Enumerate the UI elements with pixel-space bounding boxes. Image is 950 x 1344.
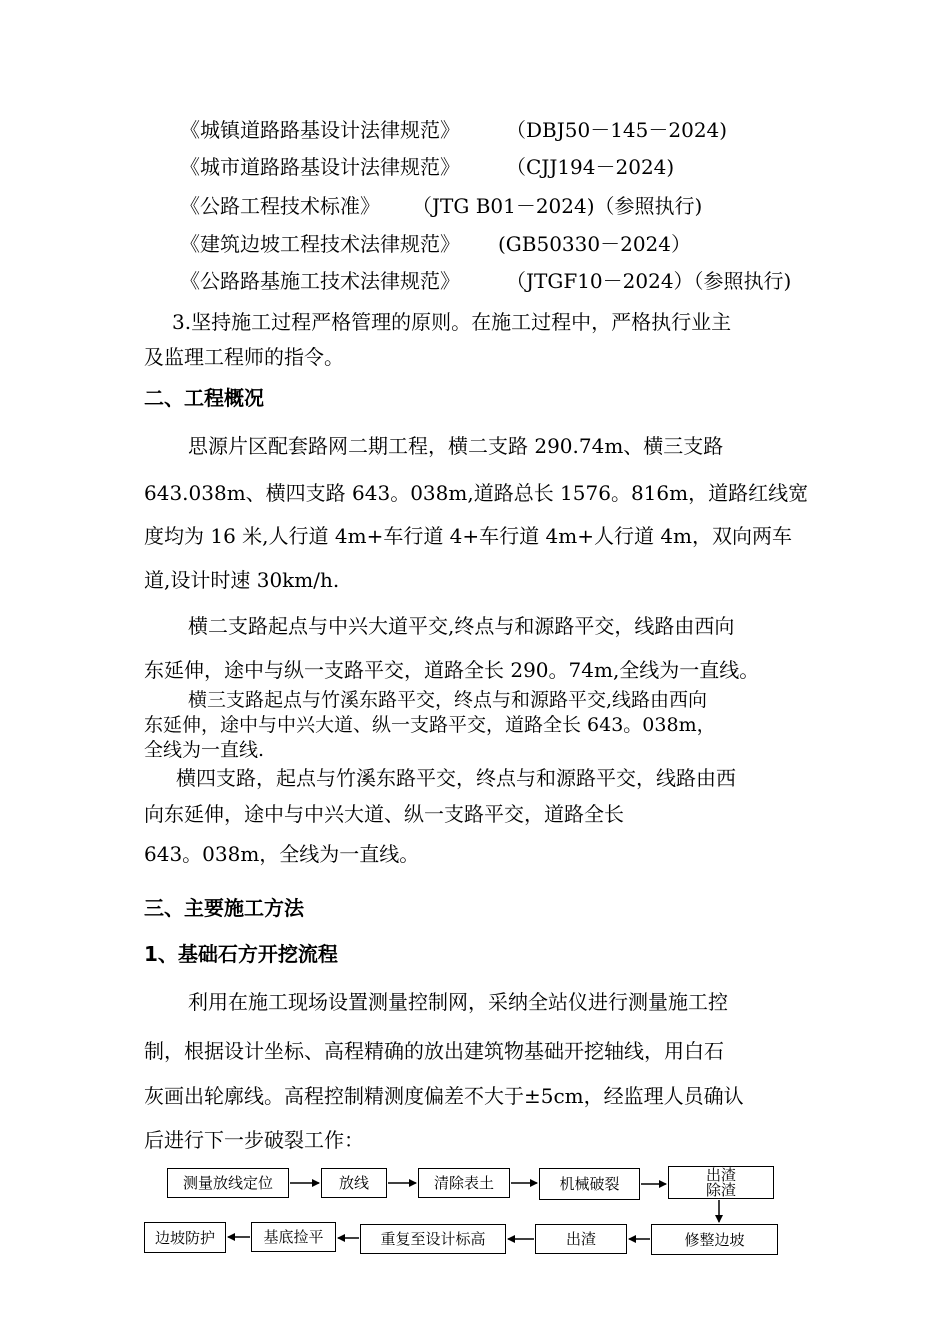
paragraph-line: 利用在施工现场设置测量控制网，采纳全站仪进行测量施工控 [188,990,728,1014]
paragraph-line: 思源片区配套路网二期工程，横二支路 290.74m、横三支路 [188,434,724,458]
reference-title: 《公路工程技术标准》 [180,194,380,218]
reference-code: （DBJ50－145－2024) [506,118,728,142]
paragraph-line: 东延伸，途中与纵一支路平交，道路全长 290。74m,全线为一直线。 [144,658,760,682]
reference-title: 《公路路基施工技术法律规范》 [180,269,460,293]
paragraph-line: 全线为一直线. [144,739,265,761]
reference-title: 《城镇道路路基设计法律规范》 [180,118,460,142]
reference-code: （CJJ194－2024) [506,155,675,179]
reference-code: （JTGF10－2024）（参照执行) [506,269,792,293]
flow-step-trim-slope: 修整边坡 [651,1224,778,1255]
flow-step-muck-removal: 出渣 除渣 [668,1166,774,1199]
flow-step-slope-protection: 边坡防护 [144,1222,226,1253]
subsection-heading: 1、基础石方开挖流程 [144,942,338,966]
section-heading: 三、主要施工方法 [144,896,304,920]
paragraph-line: 横三支路起点与竹溪东路平交，终点与和源路平交,线路由西向 [188,689,708,711]
flow-step-base-leveling: 基底捡平 [251,1222,336,1252]
paragraph-line: 度均为 16 米,人行道 4m+车行道 4+车行道 4m+人行道 4m，双向两车 [144,524,793,548]
flow-step-mechanical-breaking: 机械破裂 [539,1168,640,1200]
principle-line: 及监理工程师的指令。 [144,345,344,369]
paragraph-line: 灰画出轮廓线。高程控制精测度偏差不大于±5cm，经监理人员确认 [144,1084,744,1108]
principle-line: 3.坚持施工过程严格管理的原则。在施工过程中，严格执行业主 [172,310,732,334]
section-heading: 二、工程概况 [144,386,264,410]
paragraph-line: 643。038m，全线为一直线。 [144,842,420,866]
paragraph-line: 东延伸，途中与中兴大道、纵一支路平交，道路全长 643。038m， [144,714,716,736]
paragraph-line: 643.038m、横四支路 643。038m,道路总长 1576。816m，道路红线宽 [144,481,809,505]
paragraph-line: 后进行下一步破裂工作： [144,1128,364,1152]
flow-step-clear-topsoil: 清除表土 [418,1168,510,1198]
paragraph-line: 横二支路起点与中兴大道平交,终点与和源路平交，线路由西向 [188,614,735,638]
paragraph-line: 向东延伸，途中与中兴大道、纵一支路平交，道路全长 [144,802,624,826]
flow-step-layout: 放线 [321,1168,387,1198]
reference-title: 《建筑边坡工程技术法律规范》 [180,232,460,256]
reference-code: （JTG B01－2024)（参照执行) [412,194,703,218]
flow-step-survey: 测量放线定位 [167,1168,289,1198]
reference-code: (GB50330－2024） [498,232,691,256]
reference-title: 《城市道路路基设计法律规范》 [180,155,460,179]
paragraph-line: 道,设计时速 30km/h. [144,568,340,592]
flow-step-muck-out: 出渣 [535,1224,627,1254]
flow-step-repeat-to-grade: 重复至设计标高 [360,1224,506,1254]
paragraph-line: 横四支路，起点与竹溪东路平交，终点与和源路平交，线路由西 [176,766,736,790]
paragraph-line: 制，根据设计坐标、高程精确的放出建筑物基础开挖轴线，用白石 [144,1039,724,1063]
